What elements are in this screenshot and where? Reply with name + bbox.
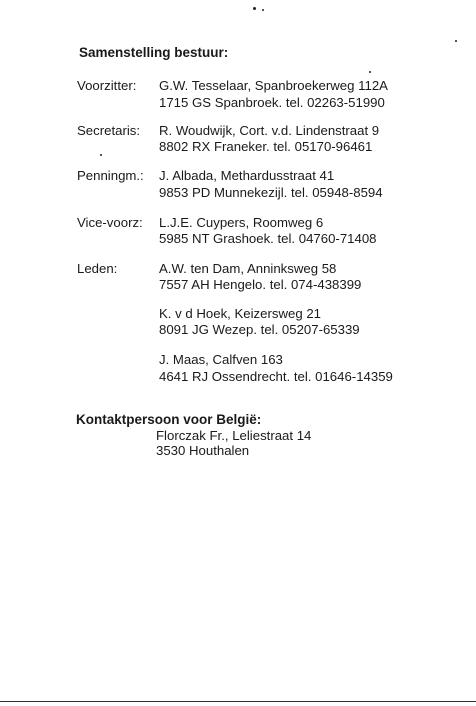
scan-speck — [253, 7, 256, 10]
scan-speck — [100, 154, 102, 156]
role-label-vice-chair: Vice-voorz: — [77, 215, 143, 230]
member-2-name-address: K. v d Hoek, Keizersweg 21 — [159, 306, 321, 321]
member-1-postcode-phone: 7557 AH Hengelo. tel. 074-438399 — [159, 277, 362, 292]
role-label-members: Leden: — [77, 261, 118, 276]
vice-chair-name-address: L.J.E. Cuypers, Roomweg 6 — [159, 215, 324, 230]
treasurer-name-address: J. Albada, Methardusstraat 41 — [159, 168, 335, 183]
belgium-contact-postcode: 3530 Houthalen — [156, 443, 250, 458]
chair-postcode-phone: 1715 GS Spanbroek. tel. 02263-51990 — [159, 95, 385, 110]
board-heading: Samenstelling bestuur: — [79, 45, 229, 60]
member-3-name-address: J. Maas, Calfven 163 — [159, 352, 283, 367]
role-label-chair: Voorzitter: — [77, 78, 137, 93]
scan-speck — [455, 40, 457, 42]
member-3-postcode-phone: 4641 RJ Ossendrecht. tel. 01646-14359 — [159, 369, 393, 384]
role-label-secretary: Secretaris: — [77, 123, 141, 138]
treasurer-postcode-phone: 9853 PD Munnekezijl. tel. 05948-8594 — [159, 185, 383, 200]
chair-name-address: G.W. Tesselaar, Spanbroekerweg 112A — [159, 78, 388, 93]
role-label-treasurer: Penningm.: — [77, 168, 144, 183]
belgium-contact-name-address: Florczak Fr., Leliestraat 14 — [156, 428, 312, 443]
member-1-name-address: A.W. ten Dam, Anninksweg 58 — [159, 261, 337, 276]
secretary-postcode-phone: 8802 RX Franeker. tel. 05170-96461 — [159, 139, 373, 154]
vice-chair-postcode-phone: 5985 NT Grashoek. tel. 04760-71408 — [159, 231, 377, 246]
scan-speck — [262, 9, 264, 11]
scan-speck — [369, 71, 371, 73]
member-2-postcode-phone: 8091 JG Wezep. tel. 05207-65339 — [159, 322, 360, 337]
secretary-name-address: R. Woudwijk, Cort. v.d. Lindenstraat 9 — [159, 123, 380, 138]
belgium-contact-heading: Kontaktpersoon voor België: — [76, 412, 262, 427]
page-bottom-edge — [0, 701, 476, 702]
